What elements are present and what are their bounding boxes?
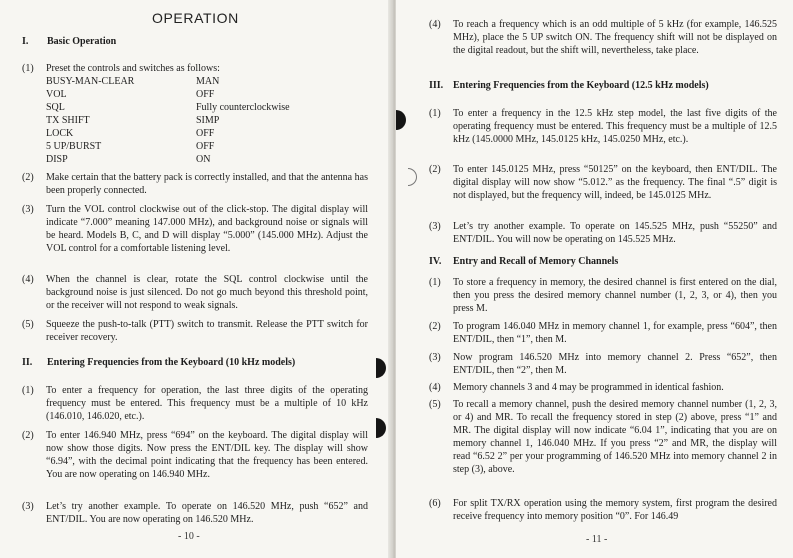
section-number: II. <box>22 357 33 368</box>
item-text: Memory channels 3 and 4 may be programmed in identical fashion. <box>453 382 724 393</box>
table-row <box>46 101 366 114</box>
binder-hole <box>376 358 386 378</box>
item-number: (1) <box>22 63 34 74</box>
item-number: (5) <box>429 399 441 410</box>
page-title: OPERATION <box>152 10 239 26</box>
table-row <box>46 114 366 127</box>
section-number: IV. <box>429 256 442 267</box>
control-setting: ON <box>196 154 211 165</box>
control-name: VOL <box>46 89 67 100</box>
control-name: DISP <box>46 154 68 165</box>
item-number: (1) <box>429 277 441 288</box>
left-page <box>0 0 392 558</box>
control-setting: MAN <box>196 76 220 87</box>
item-text: Make certain that the battery pack is correctly installed, and that the antenna has been properly connected. <box>46 172 368 196</box>
section-title: Entering Frequencies from the Keyboard (10 kHz models) <box>47 357 296 368</box>
control-setting: OFF <box>196 128 215 139</box>
item-text: To store a frequency in memory, the desired channel is first entered on the dial, then you press the desired memory channel number (1, 2, 3, or 4), then you press M. <box>453 277 777 314</box>
item-text: Turn the VOL control clockwise out of the click-stop. The digital display will indicate “7.000” meaning 147.000 MHz), and background noise or signals will be heard. Models B, C, and D will display “5.000” (145.000 MHz). Adjust the VOL control for a comfortable listening level. <box>46 204 368 254</box>
page-number: - 10 - <box>178 531 200 542</box>
item-text: To recall a memory channel, push the desired memory channel number (1, 2, 3, or 4) and MR. To recall the frequency stored in step (2) above, press “1” and MR. The digital display will now indicate “6.04 1”, indicating that you are on memory channel 1, 146.040 MHz. If you press “2” and MR, the display will read “6.52 2” per your programming of 146.520 MHz into memory channel 2 in step (3), above. <box>453 399 777 475</box>
item-text: To enter 145.0125 MHz, press “50125” on the keyboard, then ENT/DIL. The digital display will now show “5.012.” as the frequency. The final “.5” digit is not displayed, but the frequency will, indeed, be 145.0125 MHz. <box>453 164 777 201</box>
control-name: 5 UP/BURST <box>46 141 102 152</box>
item-number: (2) <box>22 172 34 183</box>
section-title: Basic Operation <box>47 36 117 47</box>
control-setting: Fully counterclockwise <box>196 102 290 113</box>
control-setting: OFF <box>196 89 215 100</box>
item-text: Preset the controls and switches as follows: <box>46 63 220 74</box>
section-title: Entry and Recall of Memory Channels <box>453 256 619 267</box>
item-number: (3) <box>429 352 441 363</box>
binder-hole <box>376 418 386 438</box>
item-number: (3) <box>22 204 34 215</box>
section-number: I. <box>22 36 29 47</box>
item-number: (2) <box>429 164 441 175</box>
control-name: SQL <box>46 102 65 113</box>
control-setting: OFF <box>196 141 215 152</box>
item-text: Let’s try another example. To operate on 145.525 MHz, push “55250” and ENT/DIL. You will now be operating on 145.525 MHz. <box>453 221 777 245</box>
item-text: Let’s try another example. To operate on 146.520 MHz, push “652” and ENT/DIL. You are now operating on 146.520 MHz. <box>46 501 368 525</box>
right-page <box>396 0 793 558</box>
item-text: When the channel is clear, rotate the SQL control clockwise until the background noise is just silenced. Do not go much beyond this threshold point, or the receiver will not respond to weak signals. <box>46 274 368 311</box>
table-row <box>46 127 366 140</box>
item-number: (1) <box>22 385 34 396</box>
binder-hole <box>396 110 406 130</box>
item-number: (3) <box>429 221 441 232</box>
control-setting: SIMP <box>196 115 220 126</box>
item-text: To program 146.040 MHz in memory channel 1, for example, press “604”, then ENT/DIL, then “1”, then M. <box>453 321 777 345</box>
table-row <box>46 75 366 88</box>
binder-hole <box>408 168 417 186</box>
item-number: (6) <box>429 498 441 509</box>
item-text: For split TX/RX operation using the memory system, first program the desired receive frequency into memory position “0”. For 146.49 <box>453 498 777 522</box>
page-number: - 11 - <box>586 534 608 545</box>
section-number: III. <box>429 80 444 91</box>
table-row <box>46 153 366 166</box>
item-text: To reach a frequency which is an odd multiple of 5 kHz (for example, 146.525 MHz), place the 5 UP switch ON. The frequency shift will not be displayed on the digital readout, but the shift will, nevertheless, take place. <box>453 19 777 56</box>
item-text: To enter a frequency for operation, the last three digits of the operating frequency must be entered. This frequency must be a multiple of 10 kHz (146.010, 146.020, etc.). <box>46 385 368 422</box>
item-number: (2) <box>429 321 441 332</box>
item-number: (5) <box>22 319 34 330</box>
item-number: (4) <box>429 19 441 30</box>
item-text: Now program 146.520 MHz into memory channel 2. Press “652”, then ENT/DIL, then “2”, then M. <box>453 352 777 376</box>
item-text: To enter 146.940 MHz, press “694” on the keyboard. The digital display will now show those digits. Now press the ENT/DIL key. The display will show “6.94”, with the decimal point indicating that the frequency has been entered. You are now operating on 146.940 MHz. <box>46 430 368 480</box>
item-number: (2) <box>22 430 34 441</box>
control-name: BUSY-MAN-CLEAR <box>46 76 135 87</box>
table-row <box>46 140 366 153</box>
control-name: TX SHIFT <box>46 115 90 126</box>
control-name: LOCK <box>46 128 74 139</box>
item-number: (4) <box>429 382 441 393</box>
section-title: Entering Frequencies from the Keyboard (12.5 kHz models) <box>453 80 709 91</box>
item-text: Squeeze the push-to-talk (PTT) switch to transmit. Release the PTT switch for receiver recovery. <box>46 319 368 343</box>
item-number: (3) <box>22 501 34 512</box>
preset-settings-table <box>46 75 366 166</box>
item-text: To enter a frequency in the 12.5 kHz step model, the last five digits of the operating frequency must be entered. This frequency must be a multiple of 12.5 kHz (145.0000 MHz, 145.0125 kHz, 145.0250 MHz, etc.). <box>453 108 777 145</box>
item-number: (1) <box>429 108 441 119</box>
item-number: (4) <box>22 274 34 285</box>
table-row <box>46 88 366 101</box>
